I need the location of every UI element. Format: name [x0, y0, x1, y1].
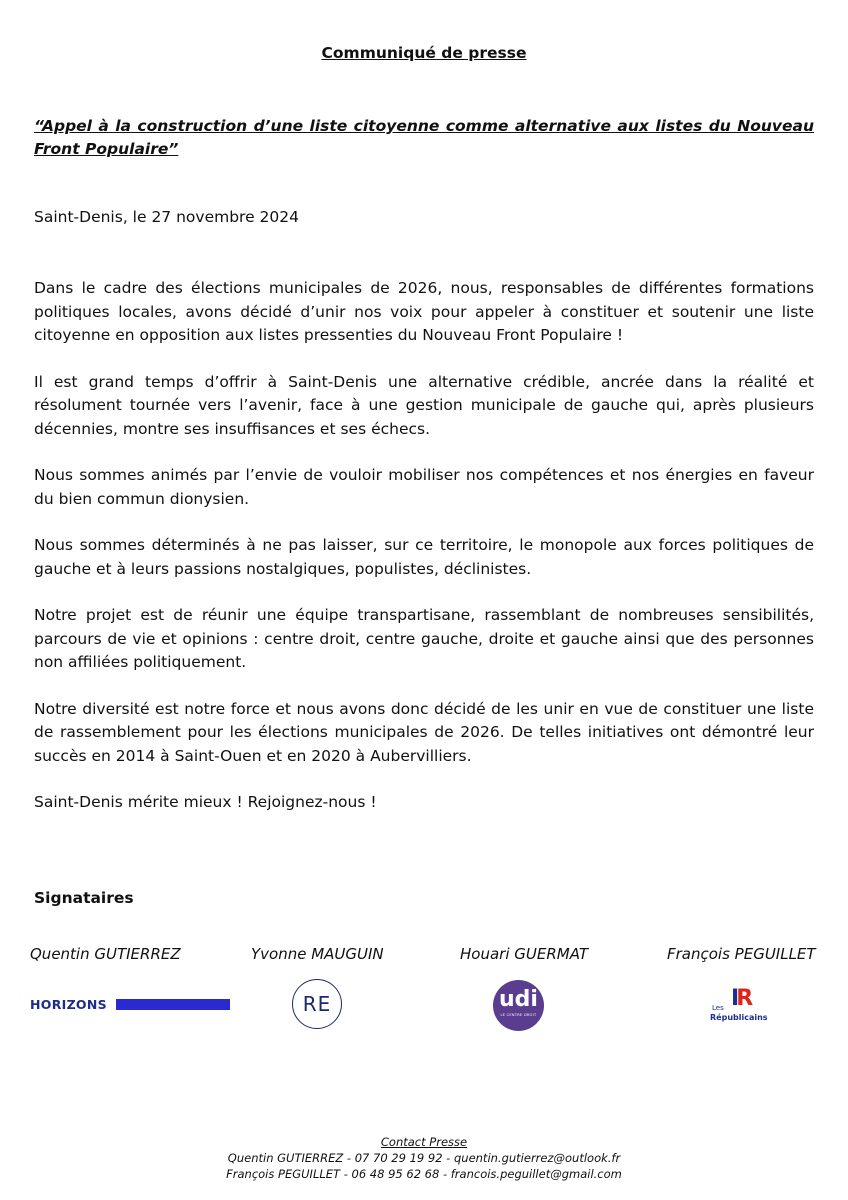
- les-republicains-logo-icon: [708, 987, 770, 1025]
- document-title: Communiqué de presse: [321, 44, 527, 62]
- signatory-name: François PEGUILLET: [667, 945, 816, 963]
- renaissance-logo-text: RE: [302, 992, 332, 1016]
- horizons-logo-icon: [30, 996, 202, 1014]
- paragraph: Nous sommes déterminés à ne pas laisser, sur ce territoire, le monopole aux forces politiques de gauche et à leurs passions nostalgiques, populistes, déclinistes.: [34, 536, 814, 578]
- paragraph: Notre diversité est notre force et nous avons donc décidé de les unir en vue de constituer une liste de rassemblement pour les élections municipales de 2026. De telles initiatives ont démontré leur succès en 2014 à Saint-Ouen et en 2020 à Aubervilliers.: [34, 699, 814, 765]
- paragraph: Saint-Denis mérite mieux ! Rejoignez-nous !: [34, 793, 377, 811]
- signatory-name: Quentin GUTIERREZ: [30, 945, 181, 963]
- dateline: Saint-Denis, le 27 novembre 2024: [34, 208, 299, 226]
- paragraph: Notre projet est de réunir une équipe transpartisane, rassemblant de nombreuses sensibilités, parcours de vie et opinions : centre droit, centre gauche, droite et gauche ainsi que des personnes non affiliées politiquement.: [34, 606, 814, 671]
- body-text: [34, 277, 814, 838]
- udi-logo-text: udi: [499, 987, 538, 1012]
- paragraph: Il est grand temps d’offrir à Saint-Denis une alternative crédible, ancrée dans la réalité et résolument tournée vers l’avenir, face à une gestion municipale de gauche qui, après plusieurs décennies, montre ses insuffisances et ses échecs.: [34, 372, 814, 438]
- udi-logo-icon: [493, 980, 544, 1031]
- renaissance-logo-icon: [292, 979, 342, 1029]
- horizons-logo-text: HORIZONS: [30, 997, 107, 1012]
- paragraph: Dans le cadre des élections municipales de 2026, nous, responsables de différentes formations politiques locales, avons décidé d’unir nos voix pour appeler à constituer et soutenir une liste citoyenne en opposition aux listes pressenties du Nouveau Front Populaire !: [34, 279, 814, 344]
- signatures-heading: Signataires: [34, 889, 134, 907]
- horizons-logo-bar: [116, 999, 230, 1010]
- signatory-name: Houari GUERMAT: [460, 945, 589, 963]
- lr-logo-republicains: Républicains: [710, 1013, 768, 1022]
- contact-label: Contact Presse: [380, 1135, 468, 1149]
- contact-line: François PEGUILLET - 06 48 95 62 68 - francois.peguillet@gmail.com: [226, 1167, 622, 1181]
- signatory-name: Yvonne MAUGUIN: [251, 945, 384, 963]
- udi-logo-subtext: LE CENTRE DROIT: [500, 1013, 537, 1017]
- lr-logo-les: Les: [712, 1004, 724, 1012]
- headline: “Appel à la construction d’une liste citoyenne comme alternative aux listes du Nouveau Front Populaire”: [34, 117, 814, 158]
- contact-line: Quentin GUTIERREZ - 07 70 29 19 92 - quentin.gutierrez@outlook.fr: [227, 1151, 621, 1165]
- press-contact: [0, 1134, 848, 1182]
- lr-monogram: IR: [731, 986, 751, 1011]
- paragraph: Nous sommes animés par l’envie de vouloir mobiliser nos compétences et nos énergies en faveur du bien commun dionysien.: [34, 466, 814, 508]
